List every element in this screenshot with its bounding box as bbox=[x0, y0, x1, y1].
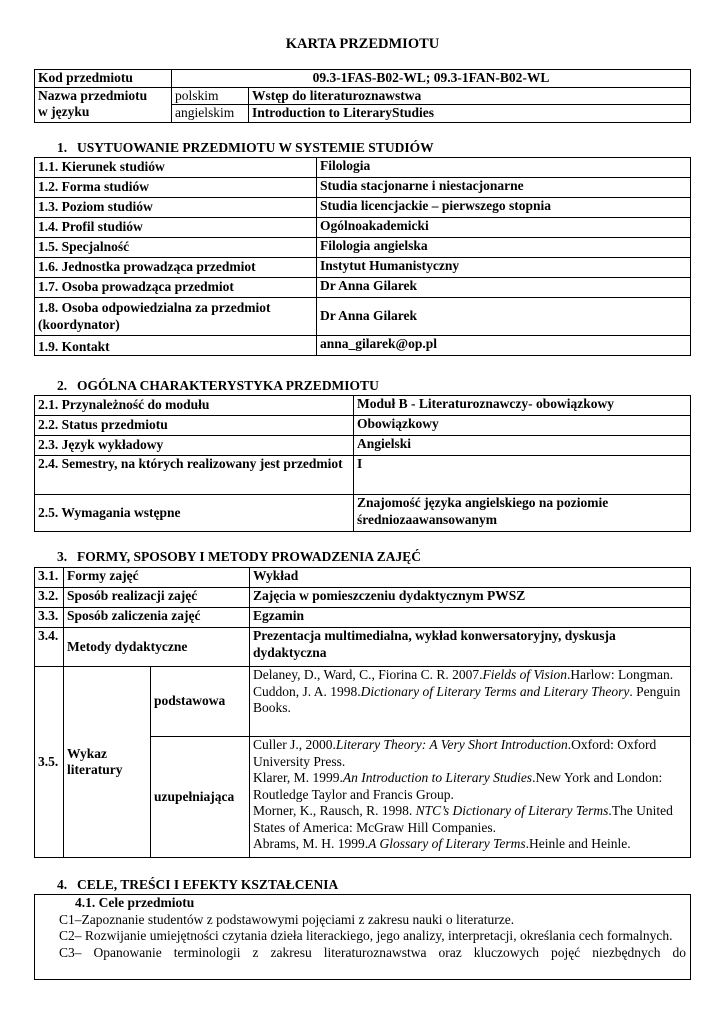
row-3-2-num: 3.2. bbox=[35, 588, 64, 608]
sec2-label-3: 2.3. Język wykładowy bbox=[35, 436, 354, 456]
literature-num: 3.5. bbox=[35, 667, 64, 858]
sec2-value-4: I bbox=[354, 456, 691, 495]
sec2-value-3: Angielski bbox=[354, 436, 691, 456]
name-label bbox=[35, 87, 172, 122]
supp-item-author: Culler J., 2000. bbox=[253, 737, 336, 752]
section3-heading: 3. FORMY, SPOSOBY I METODY PROWADZENIA ZAJĘĆ bbox=[57, 549, 422, 564]
basic-item-author: Cuddon, J. A. 1998. bbox=[253, 683, 361, 699]
supp-item-author: Abrams, M. H. 1999. bbox=[253, 836, 369, 851]
literature-label-line1: Wykaz bbox=[67, 745, 107, 761]
sec2-label-5: 2.5. Wymagania wstępne bbox=[35, 495, 354, 532]
goals-sub-heading: 4.1. Cele przedmiotu bbox=[75, 895, 195, 910]
sec1-value-5: Filologia angielska bbox=[317, 238, 691, 258]
sec1-label-2: 1.2. Forma studiów bbox=[35, 178, 317, 198]
sec1-value-7: Dr Anna Gilarek bbox=[317, 278, 691, 298]
supp-item-publisher: .Oxford: Oxford University Press. bbox=[253, 737, 657, 769]
sec2-value-2: Obowiązkowy bbox=[354, 416, 691, 436]
literature-supplementary-list bbox=[250, 737, 691, 858]
sec1-value-1: Filologia bbox=[317, 158, 691, 178]
supp-item-publisher: .Heinle and Heinle. bbox=[525, 836, 631, 851]
supp-item-title: A Glossary of Literary Terms bbox=[368, 836, 526, 851]
goal-c2: C2– Rozwijanie umiejętności czytania dzieła literackiego, jego analizy, interpretacji, określania cech formalnych. bbox=[59, 928, 673, 943]
supp-item-title: NTC’s Dictionary of Literary Terms bbox=[415, 803, 609, 818]
sec2-label-1: 2.1. Przynależność do modułu bbox=[35, 396, 354, 416]
row-3-4-value: Prezentacja multimedialna, wykład konwersatoryjny, dyskusja dydaktyczna bbox=[250, 628, 691, 667]
supp-item-author: Klarer, M. 1999. bbox=[253, 770, 343, 785]
supp-item-3 bbox=[253, 803, 687, 836]
supp-item-publisher: .The United States of America: McGraw Hill Companies. bbox=[253, 803, 673, 835]
basic-item-author: Delaney, D., Ward, C., Fiorina C. R. 2007. bbox=[253, 667, 483, 682]
sec2-label-4: 2.4. Semestry, na których realizowany jest przedmiot bbox=[35, 456, 354, 495]
sec2-value-5: Znajomość języka angielskiego na poziomie średniozaawansowanym bbox=[354, 495, 691, 532]
sec1-label-1: 1.1. Kierunek studiów bbox=[35, 158, 317, 178]
section2-table bbox=[34, 395, 691, 532]
row-3-1-value: Wykład bbox=[250, 568, 691, 588]
goal-c1: C1–Zapoznanie studentów z podstawowymi pojęciami z zakresu nauki o literaturze. bbox=[59, 911, 515, 927]
section2-heading: 2. OGÓLNA CHARAKTERYSTYKA PRZEDMIOTU bbox=[57, 378, 379, 393]
lang-pl: polskim bbox=[172, 87, 249, 105]
goals-cell bbox=[35, 895, 691, 980]
basic-item-2 bbox=[253, 684, 687, 717]
basic-item-title: Dictionary of Literary Terms and Literary Theory bbox=[360, 683, 630, 699]
sec1-value-3: Studia licencjackie – pierwszego stopnia bbox=[317, 198, 691, 218]
sec1-value-4: Ogólnoakademicki bbox=[317, 218, 691, 238]
row-3-3-num: 3.3. bbox=[35, 608, 64, 628]
section4-table bbox=[34, 894, 691, 980]
sec1-label-9: 1.9. Kontakt bbox=[35, 336, 317, 356]
basic-item-publisher: .Harlow: Longman. bbox=[567, 667, 674, 682]
literature-supp-label: uzupełniająca bbox=[151, 737, 250, 858]
supp-item-2 bbox=[253, 770, 687, 803]
section3-table bbox=[34, 567, 691, 858]
row-3-2-label: Sposób realizacji zajęć bbox=[64, 588, 250, 608]
sec1-value-2: Studia stacjonarne i niestacjonarne bbox=[317, 178, 691, 198]
supp-item-publisher: .New York and London: Routledge Taylor and Francis Group. bbox=[253, 770, 663, 802]
basic-item-title: Fields of Vision bbox=[482, 667, 568, 682]
name-pl: Wstęp do literaturoznawstwa bbox=[249, 87, 691, 105]
sec2-label-2: 2.2. Status przedmiotu bbox=[35, 416, 354, 436]
subject-header-table bbox=[34, 69, 691, 123]
supp-item-title: An Introduction to Literary Studies bbox=[342, 770, 533, 785]
sec1-value-8: Dr Anna Gilarek bbox=[317, 298, 691, 336]
supp-item-1 bbox=[253, 737, 687, 770]
code-value: 09.3-1FAS-B02-WL; 09.3-1FAN-B02-WL bbox=[172, 70, 691, 88]
goal-c3: C3– Opanowanie terminologii z zakresu literaturoznawstwa oraz kluczowych pojęć niezbędnych do bbox=[59, 944, 686, 960]
sec2-value-1: Moduł B - Literaturoznawczy- obowiązkowy bbox=[354, 396, 691, 416]
supp-item-author: Morner, K., Rausch, R. 1998. bbox=[253, 803, 416, 818]
basic-item-publisher: . Penguin Books. bbox=[253, 683, 681, 715]
name-label-line1: Nazwa przedmiotu bbox=[38, 87, 148, 103]
sec1-label-8: 1.8. Osoba odpowiedzialna za przedmiot (koordynator) bbox=[35, 298, 317, 336]
row-3-1-label: Formy zajęć bbox=[64, 568, 250, 588]
literature-basic-list bbox=[250, 667, 691, 737]
row-3-3-value: Egzamin bbox=[250, 608, 691, 628]
literature-basic-label: podstawowa bbox=[151, 667, 250, 737]
sec1-value-6: Instytut Humanistyczny bbox=[317, 258, 691, 278]
sec1-label-7: 1.7. Osoba prowadząca przedmiot bbox=[35, 278, 317, 298]
name-en: Introduction to LiteraryStudies bbox=[249, 105, 691, 123]
sec1-label-4: 1.4. Profil studiów bbox=[35, 218, 317, 238]
supp-item-title: Literary Theory: A Very Short Introduction bbox=[335, 737, 568, 752]
code-label: Kod przedmiotu bbox=[35, 70, 172, 88]
basic-item-1 bbox=[253, 667, 687, 684]
sec1-label-6: 1.6. Jednostka prowadząca przedmiot bbox=[35, 258, 317, 278]
row-3-1-num: 3.1. bbox=[35, 568, 64, 588]
sec1-label-5: 1.5. Specjalność bbox=[35, 238, 317, 258]
section4-heading: 4. CELE, TREŚCI I EFEKTY KSZTAŁCENIA bbox=[57, 877, 339, 892]
literature-label-line2: literatury bbox=[67, 762, 123, 777]
sec1-label-3: 1.3. Poziom studiów bbox=[35, 198, 317, 218]
section1-heading: 1. USYTUOWANIE PRZEDMIOTU W SYSTEMIE STUDIÓW bbox=[57, 140, 434, 155]
sec1-value-9: anna_gilarek@op.pl bbox=[317, 336, 691, 356]
row-3-2-value: Zajęcia w pomieszczeniu dydaktycznym PWSZ bbox=[250, 588, 691, 608]
name-label-line2: w języku bbox=[38, 104, 90, 119]
supp-item-4 bbox=[253, 836, 687, 853]
lang-en: angielskim bbox=[172, 105, 249, 123]
row-3-4-num: 3.4. bbox=[35, 628, 64, 667]
literature-label bbox=[64, 667, 151, 858]
row-3-3-label: Sposób zaliczenia zajęć bbox=[64, 608, 250, 628]
page-title: KARTA PRZEDMIOTU bbox=[285, 36, 440, 52]
row-3-4-label: Metody dydaktyczne bbox=[64, 628, 250, 667]
section1-table bbox=[34, 157, 691, 356]
